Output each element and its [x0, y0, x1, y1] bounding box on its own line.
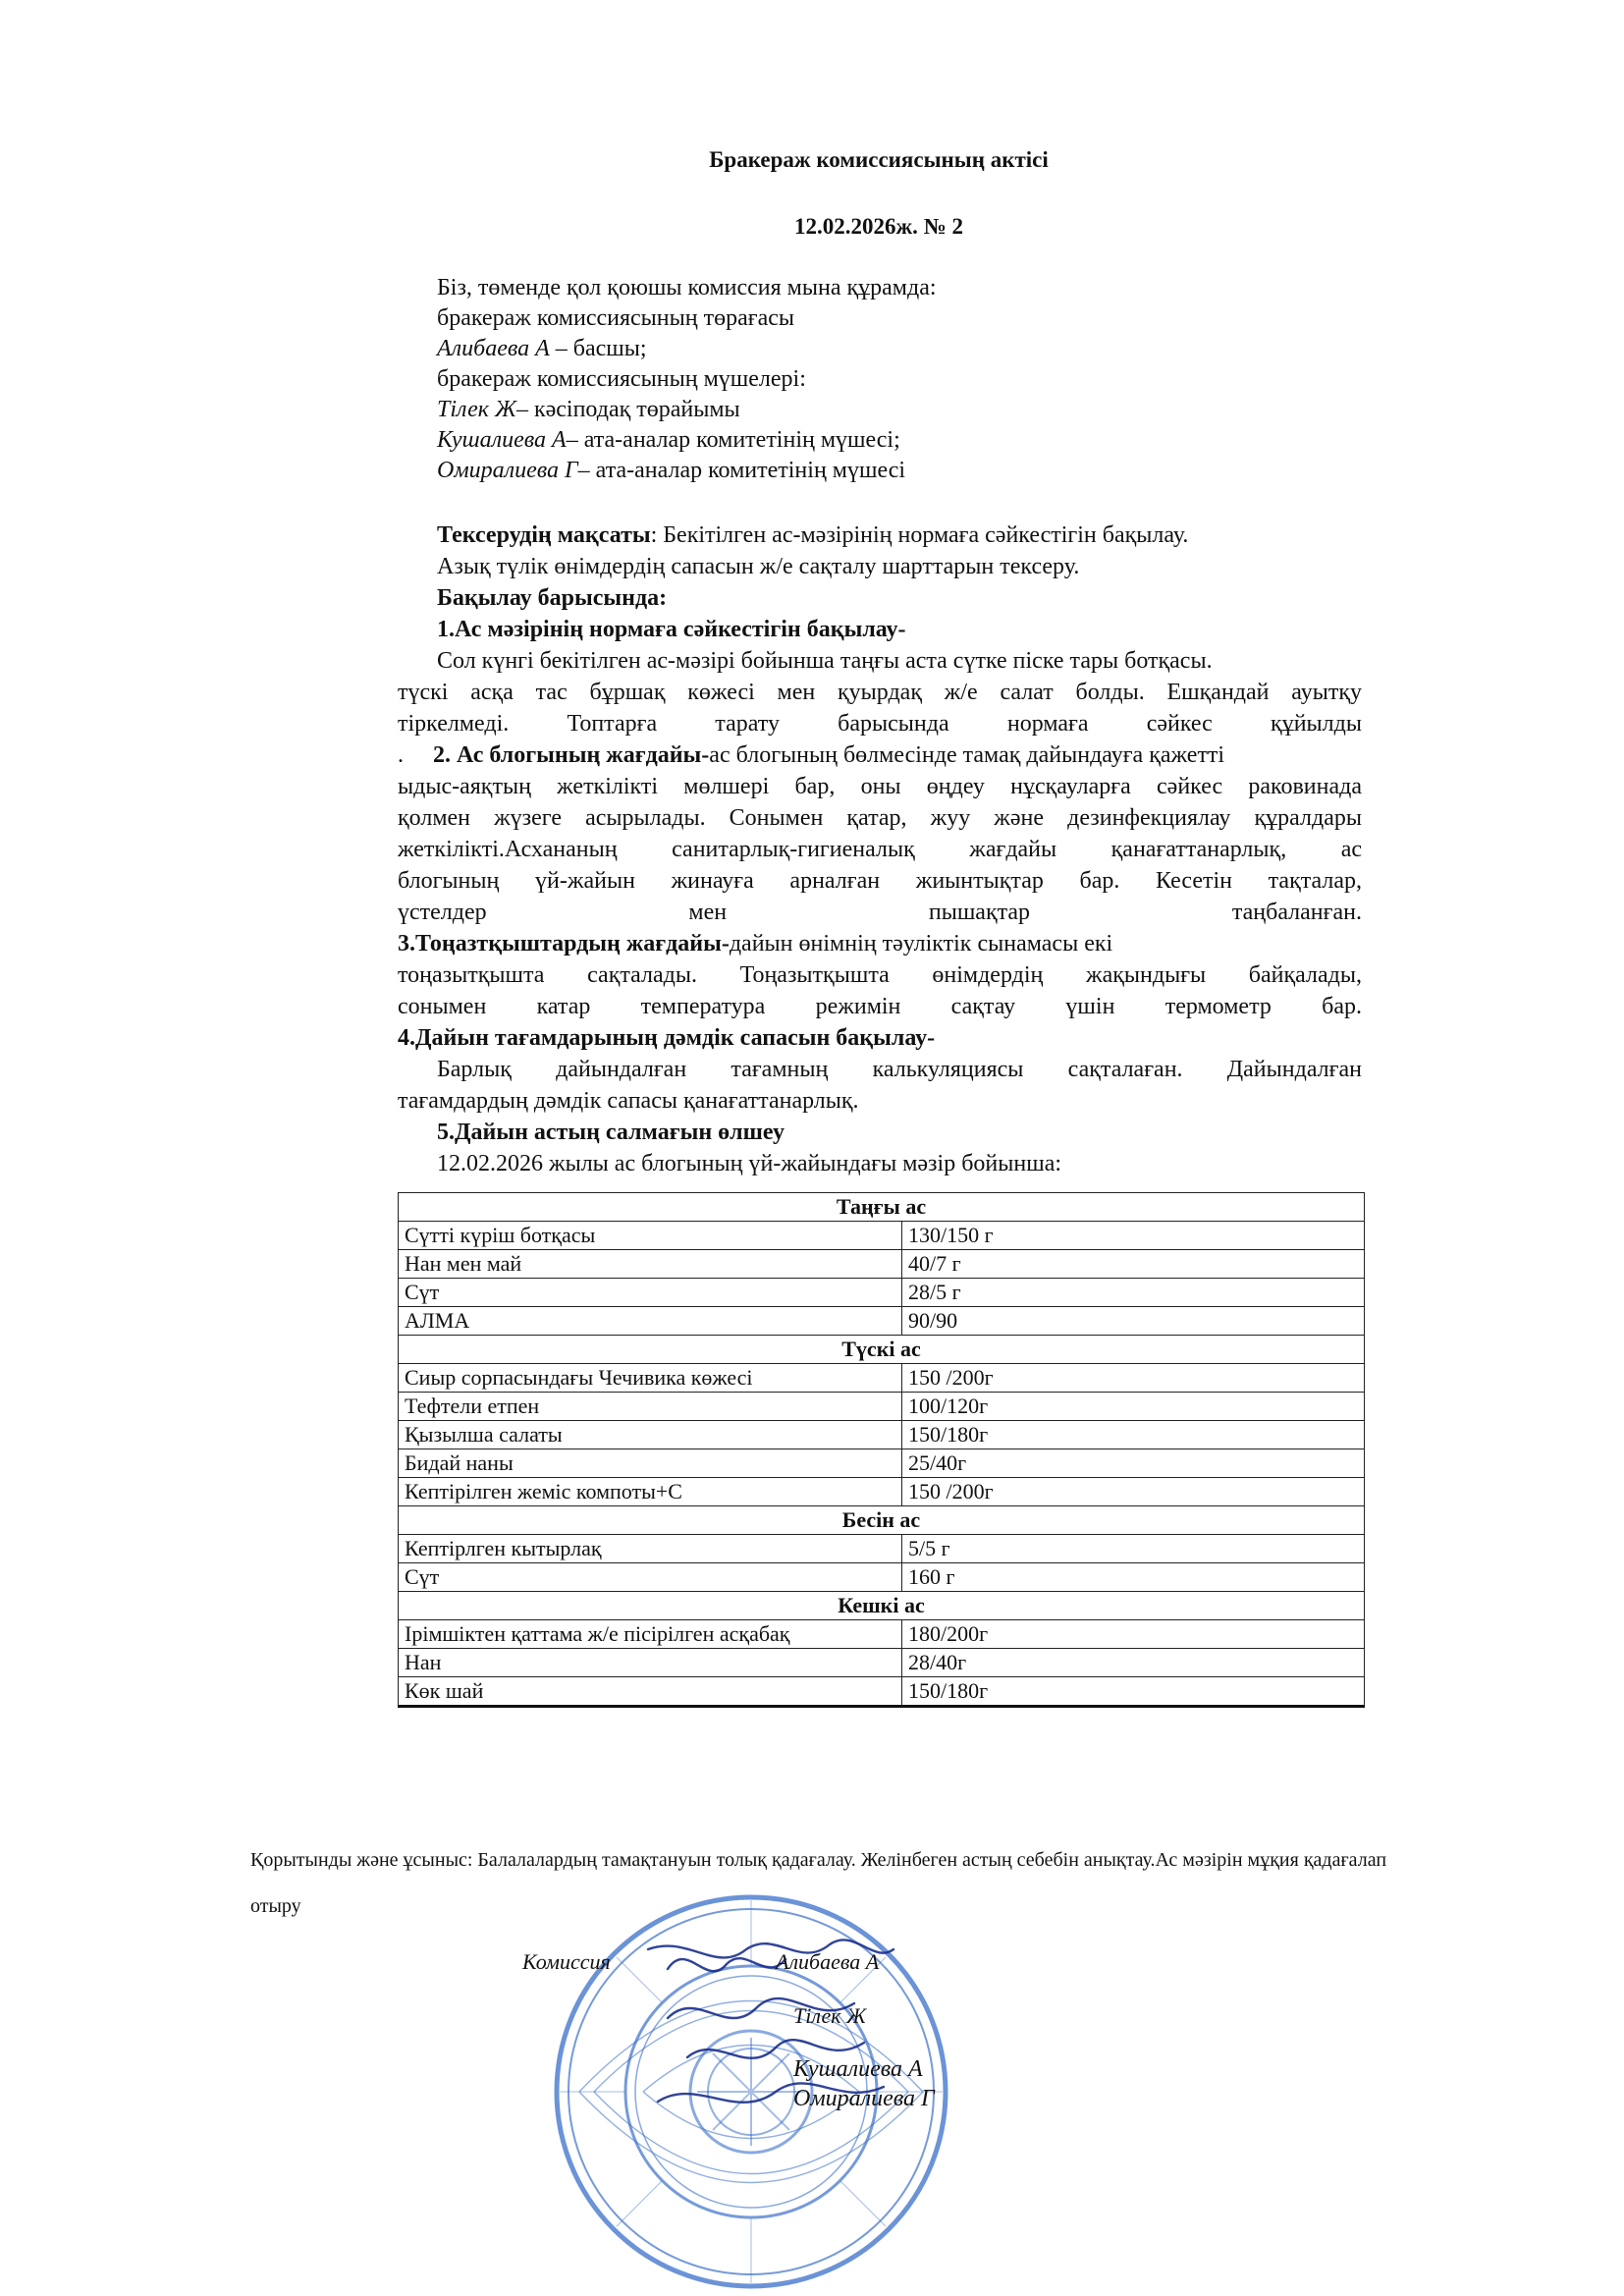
dish-name: Қызылша салаты — [399, 1421, 902, 1449]
table-row — [399, 1677, 1365, 1707]
table-row — [399, 1364, 1365, 1393]
signature-member-2: Кушалиева А — [793, 2056, 923, 2082]
intro-chair — [437, 334, 647, 364]
dish-name: Нан — [399, 1649, 902, 1677]
member-1-name: Тілек Ж– — [437, 397, 528, 422]
dish-weight: 100/120г — [902, 1393, 1365, 1421]
breakfast-section-title: Таңғы ас — [399, 1193, 1365, 1222]
dish-weight: 130/150 г — [902, 1222, 1365, 1250]
document-title: Бракераж комиссиясының актісі — [709, 147, 1049, 172]
dish-weight: 40/7 г — [902, 1250, 1365, 1279]
signature-member-3: Омиралиева Г — [793, 2086, 935, 2111]
dish-name: Ірімшіктен қаттама ж/е пісірілген асқабақ — [399, 1620, 902, 1649]
table-row — [399, 1307, 1365, 1336]
dish-name: Сиыр сорпасындағы Чечивика көжесі — [399, 1364, 902, 1393]
dinner-section-title: Кешкі ас — [399, 1592, 1365, 1620]
table-row — [399, 1222, 1365, 1250]
intro-line-2: бракераж комиссиясының төрағасы — [437, 305, 795, 331]
dish-name: Кептірлген кытырлақ — [399, 1535, 902, 1563]
section-1-line-2: түскі асқа тас бұршақ көжесі мен қуырдақ ж/е салат болды. Ешқандай ауытқу — [398, 680, 1362, 705]
menu-table — [398, 1192, 1365, 1708]
dish-name: Көк шай — [399, 1677, 902, 1707]
dish-weight: 150/180г — [902, 1677, 1365, 1707]
section-2-line-6: үстелдер мен пышақтар таңбаланған. — [398, 900, 1362, 925]
table-row — [399, 1649, 1365, 1677]
section-5-line-1: 12.02.2026 жылы ас блогының үй-жайындағы мәзір бойынша: — [437, 1151, 1062, 1176]
dish-weight: 150 /200г — [902, 1364, 1365, 1393]
chair-role: басшы; — [572, 336, 647, 361]
dish-weight: 90/90 — [902, 1307, 1365, 1336]
table-row — [399, 1449, 1365, 1478]
aim-text: : Бекітілген ас-мәзірінің нормаға сәйкестігін бақылау. — [650, 522, 1189, 548]
table-row — [399, 1620, 1365, 1649]
conclusion-line-1: Қорытынды және ұсыныс: Балалалардың тамақтануын толық қадағалау. Желінбеген астың себебін анықтау.Ас мәзірін мұқия қадағалап — [250, 1849, 1387, 1871]
intro-line-4: бракераж комиссиясының мүшелері: — [437, 366, 806, 392]
section-3-line-2: тоңазытқышта сақталады. Тоңазытқышта өнімдердің жақындығы байқалады, — [398, 962, 1362, 988]
intro-member-1 — [437, 395, 740, 425]
member-2-role: ата-аналар комитетінің мүшесі; — [583, 427, 900, 453]
section-1-heading: 1.Ас мәзірінің нормаға сәйкестігін бақылау- — [437, 617, 906, 642]
signature-commission: Комиссия — [522, 1949, 611, 1974]
section-5-heading: 5.Дайын астың салмағын өлшеу — [437, 1120, 785, 1145]
lunch-section-row — [399, 1336, 1365, 1364]
section-3-line-3: сонымен катар температура режимін сақтау үшін термометр бар. — [398, 994, 1362, 1019]
intro-member-2 — [437, 425, 900, 456]
table-row — [399, 1535, 1365, 1563]
signature-member-1: Тілек Ж — [793, 2003, 867, 2028]
member-1-role: кәсіподақ төрайымы — [533, 397, 740, 422]
section-2-line-0: . 2. Ас блогының жағдайы-ас блогының бөлмесінде тамақ дайындауға қажетті — [398, 742, 1225, 768]
dish-weight: 25/40г — [902, 1449, 1365, 1478]
section-3-text: дайын өнімнің тәуліктік сынамасы екі — [729, 931, 1113, 957]
table-row — [399, 1563, 1365, 1592]
member-3-name: Омиралиева Г– — [437, 458, 590, 483]
member-2-name: Кушалиева А– — [437, 427, 578, 453]
table-row — [399, 1250, 1365, 1279]
section-3-line-1 — [398, 929, 1112, 959]
table-row — [399, 1421, 1365, 1449]
dish-name: Сүт — [399, 1563, 902, 1592]
signature-chair: Алибаева А — [776, 1949, 880, 1974]
section-3-heading: 3.Тоңазтқыштардың жағдайы- — [398, 931, 730, 957]
dish-weight: 5/5 г — [902, 1535, 1365, 1563]
dish-name: Кептірілген жеміс компоты+С — [399, 1478, 902, 1506]
snack-section-title: Бесін ас — [399, 1506, 1365, 1535]
aim-line-2: Азық түлік өнімдердің сапасын ж/е сақталу шарттарын тексеру. — [437, 554, 1080, 579]
section-2-line-2: ыдыс-аяқтың жеткілікті мөлшері бар, оны өңдеу нұсқауларға сәйкес раковинада — [398, 774, 1362, 799]
section-4-line-2: тағамдардың дәмдік сапасы қанағаттанарлық. — [398, 1088, 859, 1114]
section-4-line-1: Барлық дайындалған тағамның калькуляциясы сақталаған. Дайындалған — [437, 1057, 1362, 1082]
dish-weight: 28/5 г — [902, 1279, 1365, 1307]
dish-name: Нан мен май — [399, 1250, 902, 1279]
intro-member-3 — [437, 456, 905, 486]
document-date: 12.02.2026ж. № 2 — [793, 214, 964, 239]
section-2-line-5: блогының үй-жайын жинауға арналған жиынтықтар бар. Кесетін тақталар, — [398, 868, 1362, 894]
section-4-heading: 4.Дайын тағамдарының дәмдік сапасын бақылау- — [398, 1025, 936, 1051]
aim-line — [437, 520, 1188, 551]
section-2-line-4: жеткілікті.Асхананың санитарлық-гигиеналық жағдайы қанағаттанарлық, ас — [398, 837, 1362, 862]
table-row — [399, 1478, 1365, 1506]
intro-line-1: Біз, төменде қол қоюшы комиссия мына құрамда: — [437, 275, 937, 301]
dinner-section-row — [399, 1592, 1365, 1620]
member-3-role: ата-аналар комитетінің мүшесі — [595, 458, 906, 483]
dish-name: Тефтели етпен — [399, 1393, 902, 1421]
dish-weight: 180/200г — [902, 1620, 1365, 1649]
section-2-text: ас блогының бөлмесінде тамақ дайындауға қажетті — [709, 742, 1225, 768]
chair-name: Алибаева А – — [437, 336, 568, 361]
table-row — [399, 1393, 1365, 1421]
dish-name: Сүт — [399, 1279, 902, 1307]
dish-name: АЛМА — [399, 1307, 902, 1336]
control-heading: Бақылау барысында: — [437, 585, 668, 611]
dish-name: Сүтті күріш ботқасы — [399, 1222, 902, 1250]
breakfast-section-row — [399, 1193, 1365, 1222]
snack-section-row — [399, 1506, 1365, 1535]
dish-weight: 150 /200г — [902, 1478, 1365, 1506]
section-2-heading: 2. Ас блогының жағдайы- — [433, 742, 710, 768]
dish-weight: 28/40г — [902, 1649, 1365, 1677]
dish-weight: 150/180г — [902, 1421, 1365, 1449]
dish-name: Бидай наны — [399, 1449, 902, 1478]
aim-label: Тексерудің мақсаты — [437, 522, 651, 548]
section-2-line-3: қолмен жүзеге асырылады. Сонымен қатар, жуу және дезинфекциялау құралдары — [398, 805, 1362, 831]
table-row — [399, 1279, 1365, 1307]
conclusion-line-2: отыру — [250, 1895, 301, 1917]
section-1-line-1: Сол күнгі бекітілген ас-мәзірі бойынша таңғы аста сүтке піске тары ботқасы. — [437, 648, 1213, 674]
dish-weight: 160 г — [902, 1563, 1365, 1592]
lunch-section-title: Түскі ас — [399, 1336, 1365, 1364]
section-1-line-3: тіркелмеді. Топтарға тарату барысында нормаға сәйкес құйылды — [398, 711, 1362, 737]
